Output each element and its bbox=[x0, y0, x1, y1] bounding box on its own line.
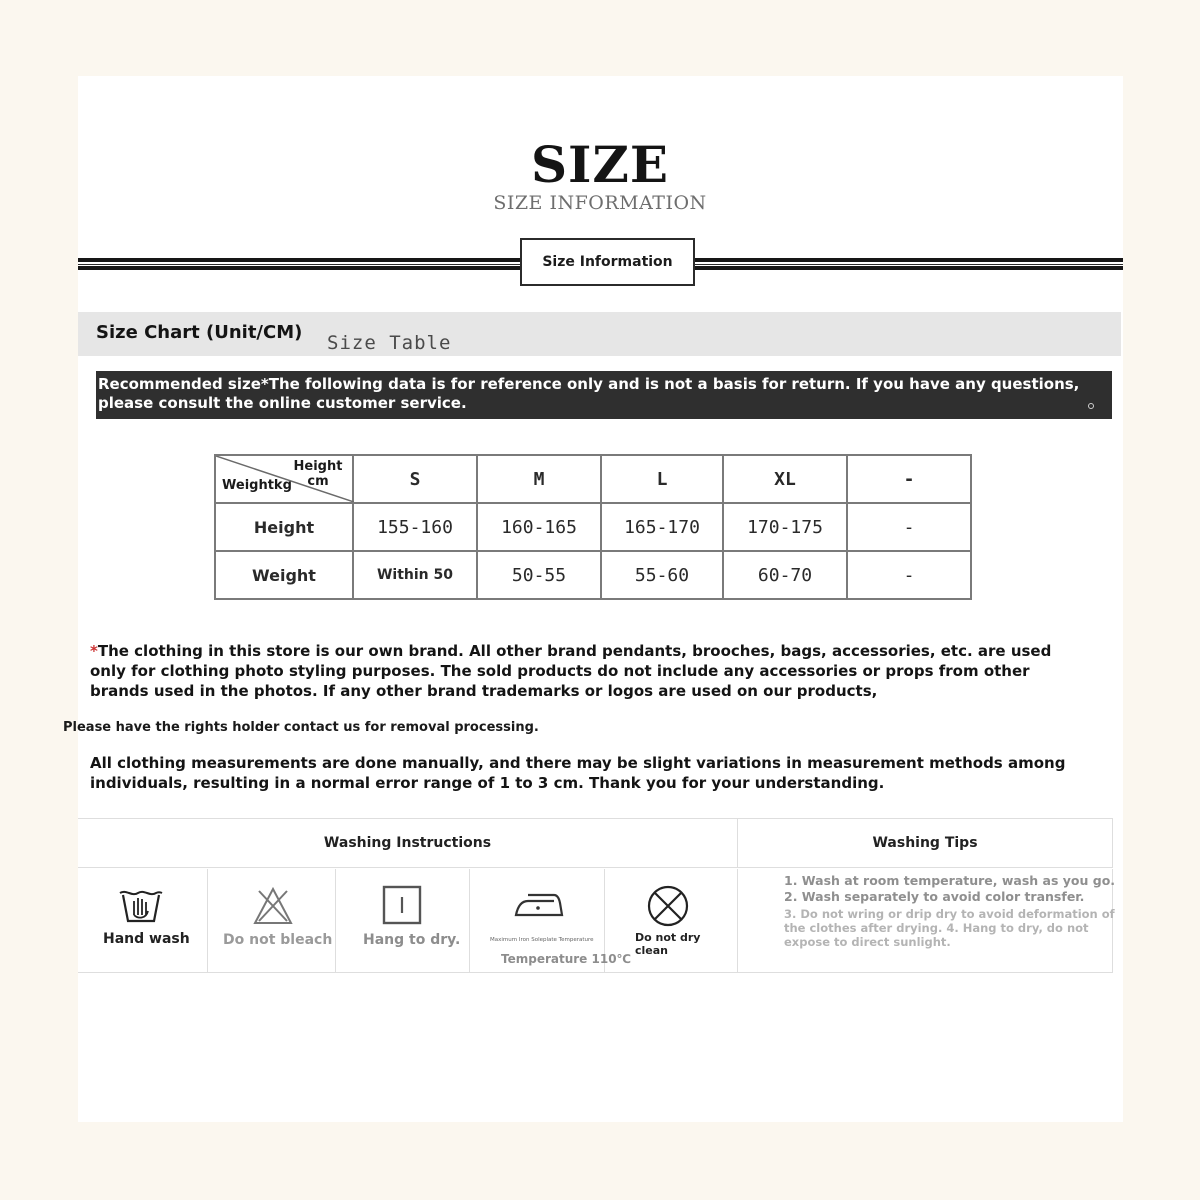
table-row bbox=[215, 551, 971, 599]
washing-tips-text bbox=[784, 873, 1124, 949]
weight-l: 55-60 bbox=[601, 551, 723, 599]
brand-note bbox=[90, 641, 1090, 701]
size-chart-subtitle: Size Table bbox=[327, 332, 452, 354]
weight-extra: - bbox=[847, 551, 971, 599]
wash-item-hand-wash bbox=[78, 869, 208, 973]
corner-weight-label: Weightkg bbox=[222, 478, 292, 493]
notice-text: Recommended size*The following data is for reference only and is not a basis for return. If you have any questions, please consult the online customer service. bbox=[98, 375, 1080, 412]
size-information-tab: Size Information bbox=[520, 238, 695, 286]
rights-note: Please have the rights holder contact us for removal processing. bbox=[63, 720, 539, 735]
weight-s: Within 50 bbox=[353, 551, 477, 599]
size-col-l: L bbox=[601, 455, 723, 503]
corner-height-label: Height cm bbox=[293, 459, 343, 489]
hang-dry-label: Hang to dry. bbox=[363, 932, 461, 948]
wash-item-iron bbox=[470, 869, 632, 973]
washing-tips-part-2: 3. Do not wring or drip dry to avoid deformation of the clothes after drying. 4. Hang to dry, do not expose to direct sunlight. bbox=[784, 907, 1115, 949]
do-not-dry-clean-label: Do not dry clean bbox=[635, 931, 701, 957]
wash-item-no-dry-clean bbox=[605, 869, 738, 973]
do-not-dry-clean-icon bbox=[647, 885, 689, 927]
height-l: 165-170 bbox=[601, 503, 723, 551]
washing-instructions-header: Washing Instructions bbox=[78, 818, 738, 868]
size-chart-title: Size Chart (Unit/CM) bbox=[96, 322, 303, 343]
page-title: SIZE bbox=[530, 135, 670, 194]
weight-m: 50-55 bbox=[477, 551, 601, 599]
height-extra: - bbox=[847, 503, 971, 551]
washing-tips-part-1: 1. Wash at room temperature, wash as you go. 2. Wash separately to avoid color transfer. bbox=[784, 873, 1116, 904]
table-row bbox=[215, 503, 971, 551]
washing-tips-header: Washing Tips bbox=[738, 818, 1113, 868]
page-subtitle: SIZE INFORMATION bbox=[493, 192, 707, 214]
hand-wash-label: Hand wash bbox=[103, 931, 190, 947]
hand-wash-icon bbox=[118, 885, 164, 925]
height-m: 160-165 bbox=[477, 503, 601, 551]
height-xl: 170-175 bbox=[723, 503, 847, 551]
size-col-m: M bbox=[477, 455, 601, 503]
iron-icon bbox=[514, 889, 564, 919]
wash-item-hang-dry bbox=[336, 869, 470, 973]
size-col-extra: - bbox=[847, 455, 971, 503]
brand-note-star: * bbox=[90, 642, 98, 660]
iron-small-label: Maximum Iron Soleplate Temperature bbox=[490, 937, 594, 943]
size-table bbox=[214, 454, 972, 600]
row-label-weight: Weight bbox=[215, 551, 353, 599]
recommended-size-notice bbox=[96, 371, 1112, 419]
wash-item-no-bleach bbox=[208, 869, 336, 973]
size-col-xl: XL bbox=[723, 455, 847, 503]
notice-dot-icon bbox=[1088, 403, 1094, 409]
size-table-corner bbox=[215, 455, 353, 503]
height-s: 155-160 bbox=[353, 503, 477, 551]
row-label-height: Height bbox=[215, 503, 353, 551]
do-not-bleach-icon bbox=[253, 887, 293, 925]
measurement-note: All clothing measurements are done manually, and there may be slight variations in measurement methods among individuals, resulting in a normal error range of 1 to 3 cm. Thank you for your understanding. bbox=[90, 754, 1066, 792]
hang-dry-icon bbox=[382, 885, 422, 925]
brand-note-text: The clothing in this store is our own brand. All other brand pendants, brooches, bags, accessories, etc. are used only for clothing photo styling purposes. The sold products do not include any accessories or props from other brands used in the photos. If any other brand trademarks or logos are used on our products, bbox=[90, 642, 1052, 700]
do-not-bleach-label: Do not bleach bbox=[223, 932, 333, 948]
size-col-s: S bbox=[353, 455, 477, 503]
size-table-header-row bbox=[215, 455, 971, 503]
weight-xl: 60-70 bbox=[723, 551, 847, 599]
iron-temperature-label: Temperature 110℃ bbox=[501, 952, 632, 966]
